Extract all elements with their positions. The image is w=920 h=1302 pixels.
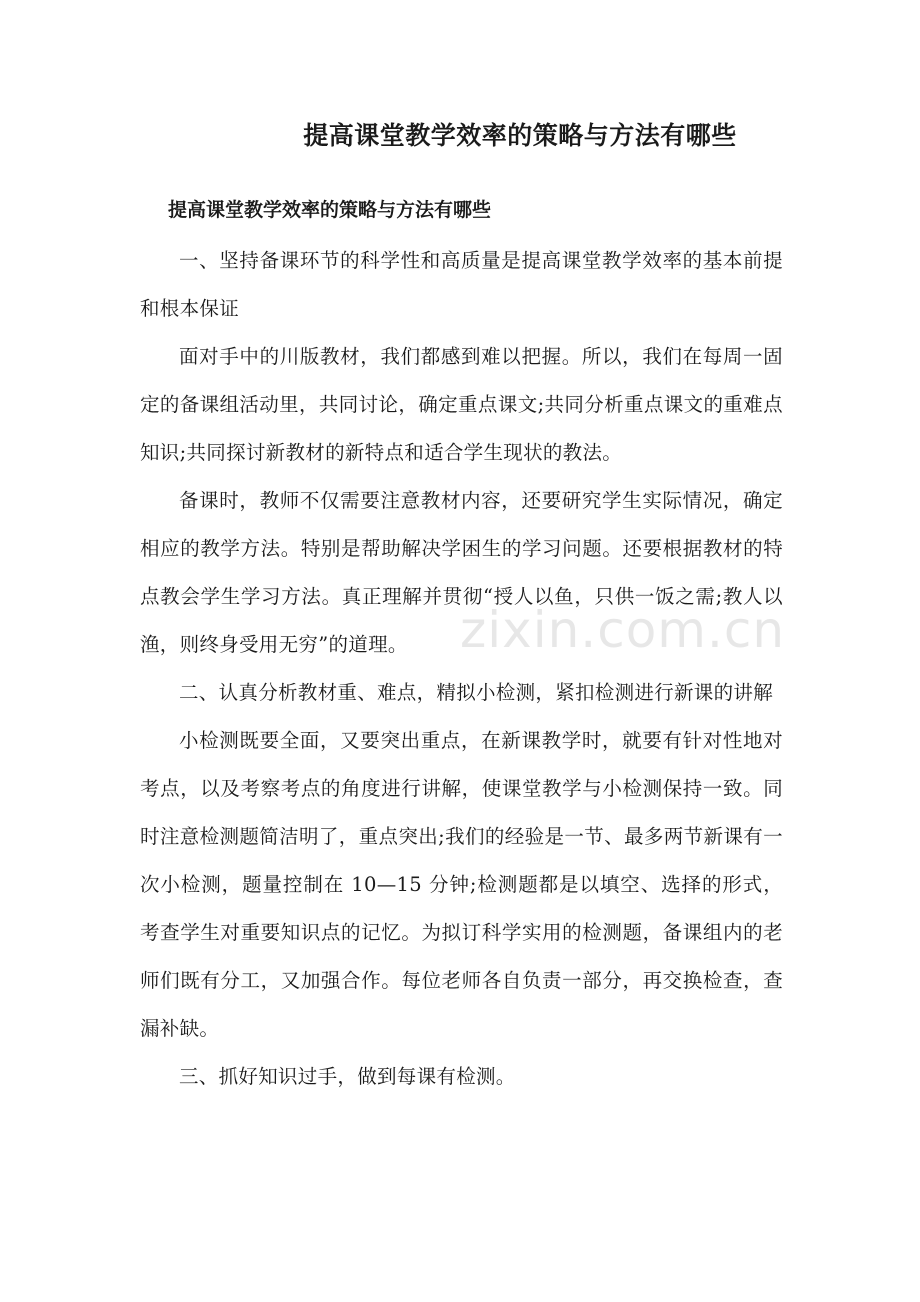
section-heading: 提高课堂教学效率的策略与方法有哪些 — [168, 199, 492, 221]
paragraph-4: 二、认真分析教材重、难点，精拟小检测，紧扣检测进行新课的讲解 — [179, 681, 774, 704]
document-title: 提高课堂教学效率的策略与方法有哪些 — [303, 121, 737, 150]
paragraph-1: 一、坚持备课环节的科学性和高质量是提高课堂教学效率的基本前提和根本保证 — [140, 249, 783, 320]
paragraph-3: 备课时，教师不仅需要注意教材内容，还要研究学生实际情况，确定相应的教学方法。特别是帮助解决学困生的学习问题。还要根据教材的特点教会学生学习方法。真正理解并贯彻“授人以鱼，只供一饭之需;教人以渔，则终身受用无穷”的道理。 — [140, 489, 783, 656]
paragraph-2: 面对手中的川版教材，我们都感到难以把握。所以，我们在每周一固定的备课组活动里，共同讨论，确定重点课文;共同分析重点课文的重难点知识;共同探讨新教材的新特点和适合学生现状的教法。 — [140, 345, 783, 464]
paragraph-6: 三、抓好知识过手，做到每课有检测。 — [179, 1065, 516, 1088]
watermark: zixin.com.cn — [460, 601, 786, 659]
paragraph-5: 小检测既要全面，又要突出重点，在新课教学时，就要有针对性地对考点，以及考察考点的角度进行讲解，使课堂教学与小检测保持一致。同时注意检测题简洁明了，重点突出;我们的经验是一节、最多两节新课有一次小检测，题量控制在 10—15 分钟;检测题都是以填空、选择的形式，考查学生对重要知识点的记忆。为拟订科学实用的检测题，备课组内的老师们既有分工，又加强合作。每位老师各自负责一部分，再交换检查，查漏补缺。 — [140, 729, 783, 1040]
